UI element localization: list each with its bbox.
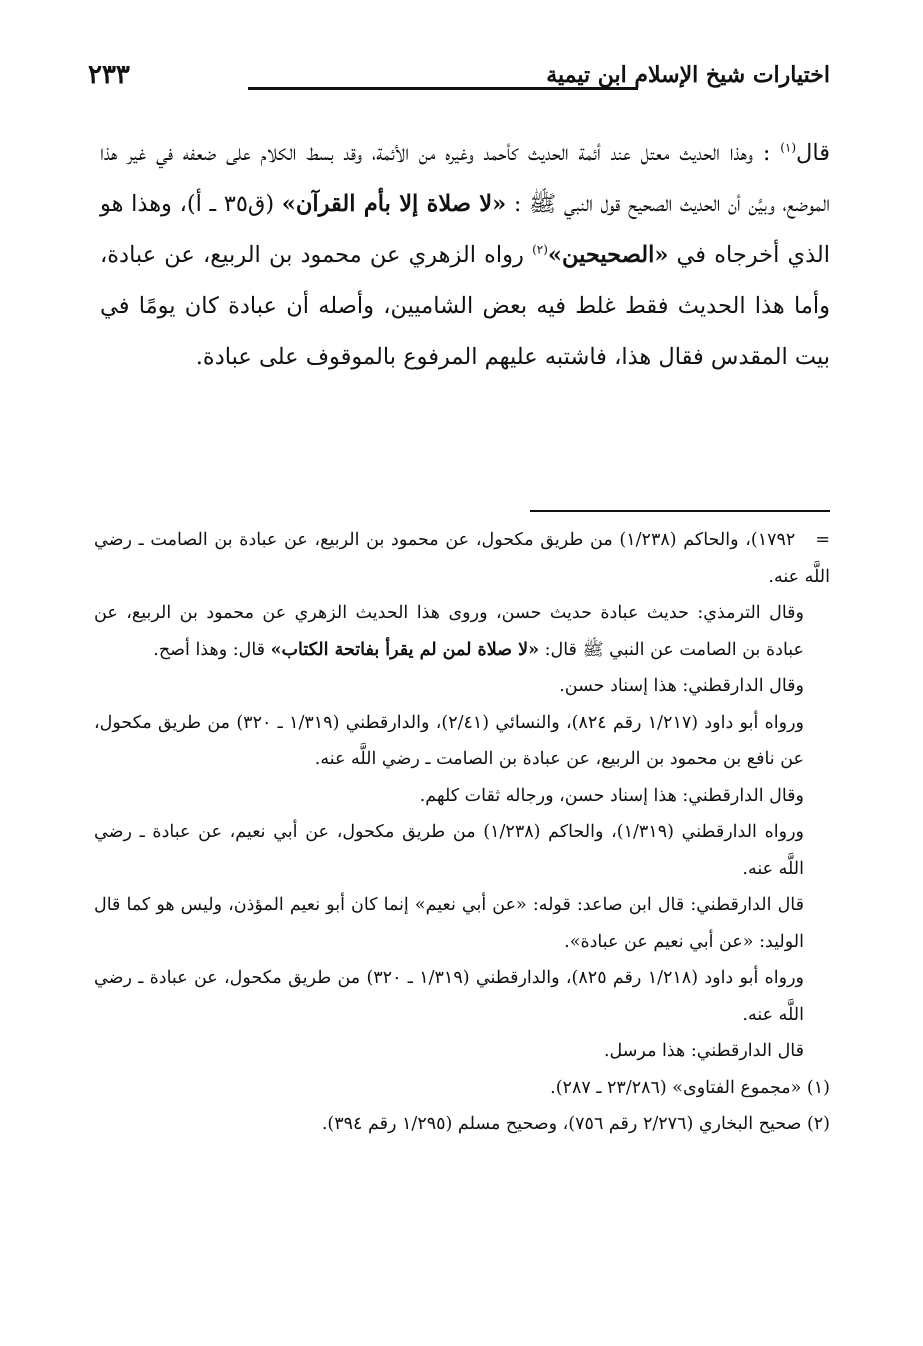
book-reference: «الصحيحين» bbox=[547, 242, 669, 268]
text-run: قال: وهذا أصح. bbox=[153, 639, 271, 660]
page-number: ٢٣٣ bbox=[88, 60, 130, 90]
footnote-continuation bbox=[94, 522, 830, 595]
continuation-mark: = bbox=[815, 530, 830, 550]
text-run: ١٧٩٢)، والحاكم (١/٢٣٨) من طريق مكحول، عن محمود بن الربيع، عن عبادة بن الصامت ـ رضي اللَّه عنه. bbox=[94, 530, 830, 587]
text-run: (ق٣٥ ـ أ)، وهذا هو الذي أخرجاه في bbox=[100, 191, 831, 268]
hadith-quote: «لا صلاة لمن لم يقرأ بفاتحة الكتاب» bbox=[270, 639, 540, 660]
footnote-paragraph: وقال الدارقطني: هذا إسناد حسن، ورجاله ثقات كلهم. bbox=[419, 785, 804, 806]
footnote-separator bbox=[530, 510, 830, 512]
text-run: وقال الترمذي: حديث عبادة حديث حسن، وروى هذا الحديث الزهري عن محمود بن الربيع، عن عبادة بن الصامت عن النبي ﷺ قال: bbox=[94, 603, 804, 660]
footnote-paragraph: ورواه الدارقطني (١/٣١٩)، والحاكم (١/٢٣٨) من طريق مكحول، عن أبي نعيم، عن عبادة ـ رضي اللَّه عنه. bbox=[94, 822, 804, 879]
footnote-paragraph: قال الدارقطني: قال ابن صاعد: قوله: «عن أبي نعيم» إنما كان أبو نعيم المؤذن، وليس هو كما قال الوليد: «عن أبي نعيم عن عبادة». bbox=[94, 895, 804, 952]
text-run: رواه الزهري عن محمود بن الربيع، عن عبادة، وأما هذا الحديث فقط غلط فيه بعض الشاميين، وأصله أن عبادة كان يومًا في بيت المقدس فقال هذا، فاشتبه عليهم المرفوع بالموقوف على عبادة. bbox=[100, 242, 830, 370]
hadith-quote: «لا صلاة إلا بأم القرآن» bbox=[281, 191, 507, 217]
footnote-paragraph bbox=[94, 595, 830, 668]
page-header bbox=[88, 58, 830, 98]
footnote-ref-2: (٢) bbox=[532, 242, 548, 257]
footnotes bbox=[94, 522, 830, 1143]
text-run: : وهذا الحديث معتل عند أئمة الحديث كأحمد وغيره من الأئمة، وقد بسط الكلام على ضعفه في غير هذا الموضع، وبيَّن أن الحديث الصحيح قول النبي ﷺ : bbox=[100, 140, 830, 217]
book-title: اختيارات شيخ الإسلام ابن تيمية bbox=[546, 62, 830, 88]
footnote-paragraph: ورواه أبو داود (١/٢١٧ رقم ٨٢٤)، والنسائي (٢/٤١)، والدارقطني (١/٣١٩ ـ ٣٢٠) من طريق مكحول، عن نافع بن محمود بن الربيع، عن عبادة بن الصامت ـ رضي اللَّه عنه. bbox=[94, 712, 804, 769]
text-run: قال bbox=[796, 140, 830, 166]
footnote-paragraph: ورواه أبو داود (١/٢١٨ رقم ٨٢٥)، والدارقطني (١/٣١٩ ـ ٣٢٠) من طريق مكحول، عن عبادة ـ رضي اللَّه عنه. bbox=[94, 968, 804, 1025]
main-paragraph bbox=[100, 128, 830, 383]
footnote-2: (٢) صحيح البخاري (٢/٢٧٦ رقم ٧٥٦)، وصحيح مسلم (١/٢٩٥ رقم ٣٩٤). bbox=[321, 1114, 830, 1134]
footnote-paragraph: قال الدارقطني: هذا مرسل. bbox=[603, 1041, 804, 1061]
footnote-1: (١) «مجموع الفتاوى» (٢٣/٢٨٦ ـ ٢٨٧). bbox=[550, 1077, 830, 1098]
main-text bbox=[100, 128, 830, 383]
footnote-ref-1: (١) bbox=[780, 140, 797, 155]
footnote-paragraph: وقال الدارقطني: هذا إسناد حسن. bbox=[559, 676, 804, 696]
